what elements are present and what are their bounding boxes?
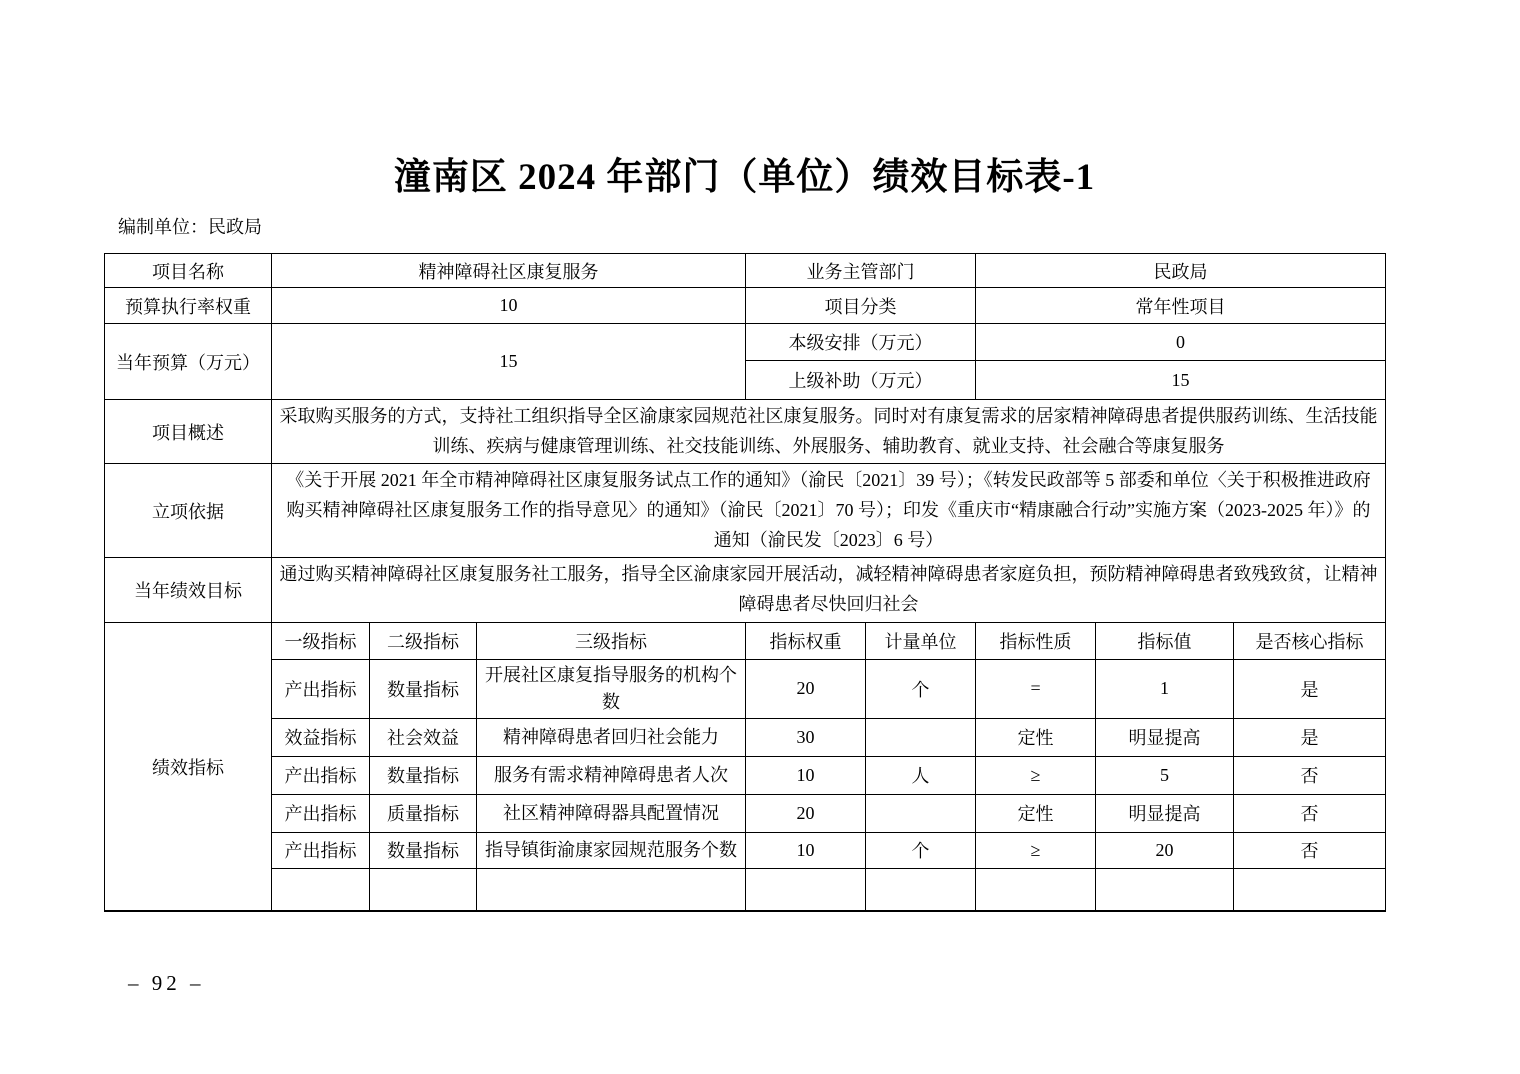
prepared-by-label: 编制单位：民政局 <box>118 217 262 237</box>
indicator-cell: ≥ <box>976 832 1096 868</box>
indicator-cell: 明显提高 <box>1096 794 1234 832</box>
project-name-value: 精神障碍社区康复服务 <box>272 254 746 288</box>
indicator-cell: 20 <box>1096 832 1234 868</box>
table-row-budget-1 <box>105 324 1386 361</box>
indicator-header-value: 指标值 <box>1096 622 1234 659</box>
indicator-cell: 指导镇街渝康家园规范服务个数 <box>477 832 746 868</box>
project-category-value: 常年性项目 <box>976 288 1386 324</box>
indicator-cell <box>866 794 976 832</box>
indicator-cell: 产出指标 <box>272 659 370 718</box>
indicator-cell: 效益指标 <box>272 718 370 756</box>
indicator-cell: 个 <box>866 659 976 718</box>
table-row-budget-weight <box>105 288 1386 324</box>
budget-execution-weight-value: 10 <box>272 288 746 324</box>
indicator-row <box>105 832 1386 868</box>
performance-target-table <box>104 253 1386 912</box>
indicator-cell: 人 <box>866 756 976 794</box>
indicator-cell: 否 <box>1234 794 1386 832</box>
local-arrangement-value: 0 <box>976 324 1386 361</box>
indicator-cell: 数量指标 <box>370 659 477 718</box>
indicator-cell: 5 <box>1096 756 1234 794</box>
indicator-cell: 20 <box>746 659 866 718</box>
indicator-cell <box>370 868 477 911</box>
indicator-row <box>105 718 1386 756</box>
indicator-row <box>105 756 1386 794</box>
project-name-label: 项目名称 <box>105 254 272 288</box>
indicator-row <box>105 794 1386 832</box>
table-row-project-name <box>105 254 1386 288</box>
indicator-header-nature: 指标性质 <box>976 622 1096 659</box>
indicator-row <box>105 659 1386 718</box>
indicator-cell: 精神障碍患者回归社会能力 <box>477 718 746 756</box>
indicator-cell: 开展社区康复指导服务的机构个数 <box>477 659 746 718</box>
indicator-cell: 产出指标 <box>272 794 370 832</box>
indicator-cell: 明显提高 <box>1096 718 1234 756</box>
indicator-cell: 否 <box>1234 756 1386 794</box>
project-basis-label: 立项依据 <box>105 464 272 558</box>
table-row-overview <box>105 400 1386 464</box>
page-number: – 92 – <box>128 971 205 995</box>
page-title: 潼南区 2024 年部门（单位）绩效目标表-1 <box>393 157 1096 198</box>
indicator-cell <box>866 868 976 911</box>
annual-goal-text: 通过购买精神障碍社区康复服务社工服务，指导全区渝康家园开展活动，减轻精神障碍患者家庭负担，预防精神障碍患者致残致贫，让精神障碍患者尽快回归社会 <box>272 558 1386 622</box>
budget-execution-weight-label: 预算执行率权重 <box>105 288 272 324</box>
indicator-cell: 否 <box>1234 832 1386 868</box>
indicator-cell: 个 <box>866 832 976 868</box>
indicator-cell <box>1234 868 1386 911</box>
indicator-cell <box>976 868 1096 911</box>
indicator-header-level2: 二级指标 <box>370 622 477 659</box>
indicator-cell: 社会效益 <box>370 718 477 756</box>
superior-subsidy-label: 上级补助（万元） <box>746 361 976 400</box>
competent-department-value: 民政局 <box>976 254 1386 288</box>
indicator-cell: 服务有需求精神障碍患者人次 <box>477 756 746 794</box>
indicator-header-level1: 一级指标 <box>272 622 370 659</box>
indicator-cell: 定性 <box>976 794 1096 832</box>
indicator-cell: 社区精神障碍器具配置情况 <box>477 794 746 832</box>
indicator-header-weight: 指标权重 <box>746 622 866 659</box>
indicator-cell: 1 <box>1096 659 1234 718</box>
indicator-cell: 产出指标 <box>272 832 370 868</box>
indicator-cell: = <box>976 659 1096 718</box>
indicator-header-row <box>105 622 1386 659</box>
indicator-cell: 10 <box>746 832 866 868</box>
table-row-basis <box>105 464 1386 558</box>
local-arrangement-label: 本级安排（万元） <box>746 324 976 361</box>
indicator-cell <box>272 868 370 911</box>
indicator-cell: 产出指标 <box>272 756 370 794</box>
indicator-cell <box>1096 868 1234 911</box>
indicator-row-empty <box>105 868 1386 911</box>
indicator-cell: 是 <box>1234 718 1386 756</box>
competent-department-label: 业务主管部门 <box>746 254 976 288</box>
indicator-cell: 定性 <box>976 718 1096 756</box>
indicator-cell: 是 <box>1234 659 1386 718</box>
annual-budget-value: 15 <box>272 324 746 400</box>
indicator-cell <box>866 718 976 756</box>
table-row-annual-goal <box>105 558 1386 622</box>
project-overview-label: 项目概述 <box>105 400 272 464</box>
indicator-cell: 30 <box>746 718 866 756</box>
indicator-cell: 20 <box>746 794 866 832</box>
indicator-cell: 数量指标 <box>370 832 477 868</box>
project-category-label: 项目分类 <box>746 288 976 324</box>
project-basis-text: 《关于开展 2021 年全市精神障碍社区康复服务试点工作的通知》（渝民〔2021〕39 号）；《转发民政部等 5 部委和单位〈关于积极推进政府购买精神障碍社区康复服务工作的指导意见〉的通知》（渝民〔2021〕70 号）；印发《重庆市“精康融合行动”实施方案（2023-2025 年）》的通知（渝民发〔2023〕6 号） <box>272 464 1386 558</box>
indicator-header-level3: 三级指标 <box>477 622 746 659</box>
performance-indicator-section-label: 绩效指标 <box>105 622 272 911</box>
indicator-cell <box>746 868 866 911</box>
annual-budget-label: 当年预算（万元） <box>105 324 272 400</box>
annual-goal-label: 当年绩效目标 <box>105 558 272 622</box>
project-overview-text: 采取购买服务的方式，支持社工组织指导全区渝康家园规范社区康复服务。同时对有康复需求的居家精神障碍患者提供服药训练、生活技能训练、疾病与健康管理训练、社交技能训练、外展服务、辅助教育、就业支持、社会融合等康复服务 <box>272 400 1386 464</box>
indicator-cell: 10 <box>746 756 866 794</box>
indicator-header-core: 是否核心指标 <box>1234 622 1386 659</box>
indicator-header-unit: 计量单位 <box>866 622 976 659</box>
superior-subsidy-value: 15 <box>976 361 1386 400</box>
indicator-cell <box>477 868 746 911</box>
indicator-cell: 质量指标 <box>370 794 477 832</box>
indicator-cell: 数量指标 <box>370 756 477 794</box>
indicator-cell: ≥ <box>976 756 1096 794</box>
